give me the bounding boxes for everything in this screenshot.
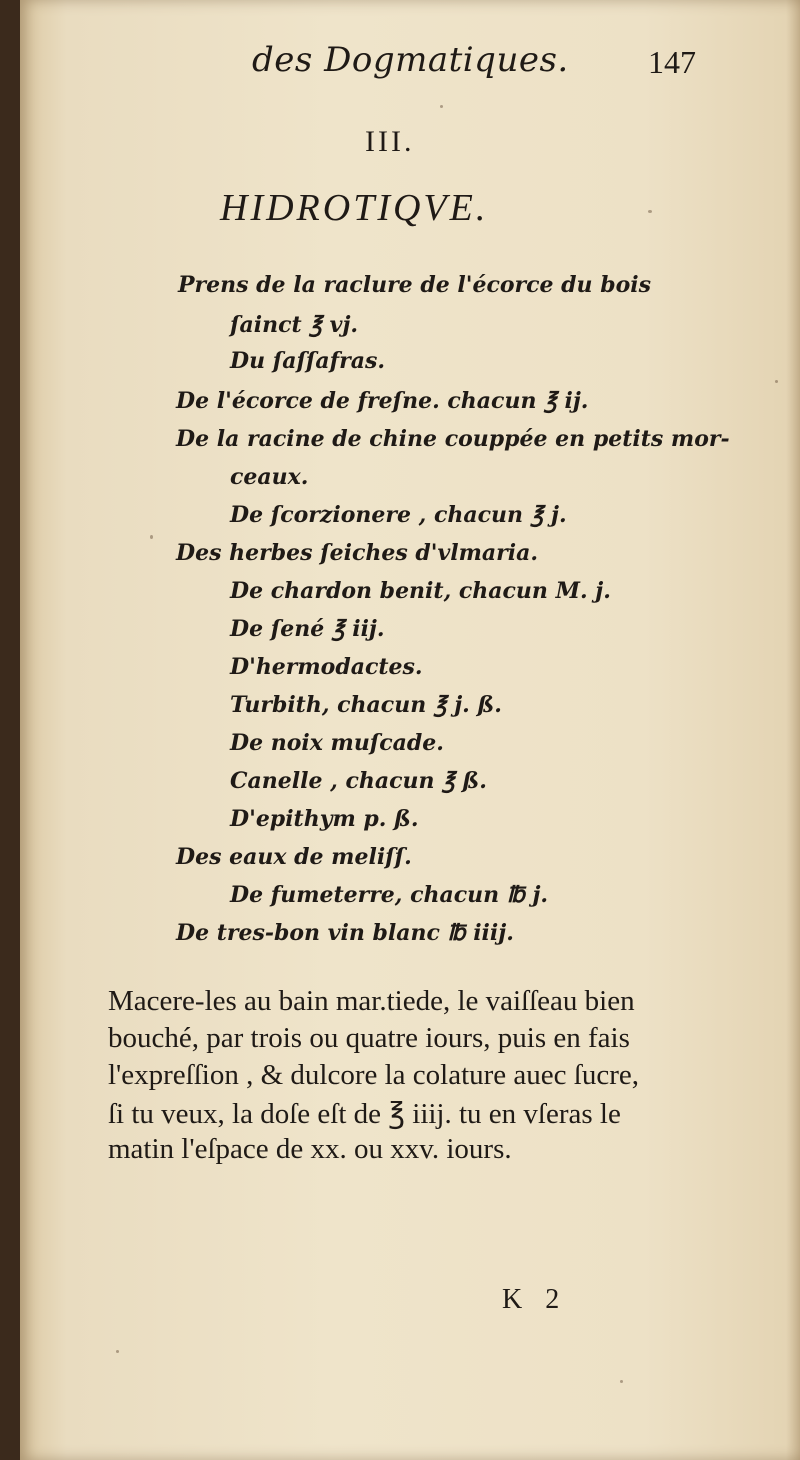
recipe-line: Prens de la raclure de l'écorce du bois (178, 272, 651, 298)
instructions-line: matin l'eſpace de xx. ou xxv. iours. (108, 1133, 512, 1165)
recipe-line: Du ſaſſafras. (230, 348, 385, 374)
recipe-line: De l'écorce de freſne. chacun ℥ ij. (176, 388, 589, 414)
instructions-line: l'expreſſion , & dulcore la colature auec ſucre, (108, 1059, 640, 1091)
recipe-line: ſainct ℥ vj. (230, 312, 359, 338)
paper-speck (150, 535, 153, 539)
recipe-line: Canelle , chacun ℥ ß. (230, 768, 487, 794)
recipe-line: De la racine de chine couppée en petits mor- (176, 426, 730, 452)
book-page (20, 0, 800, 1460)
paper-speck (116, 1350, 119, 1353)
instructions-line: bouché, par trois ou quatre iours, puis en fais (108, 1022, 630, 1054)
instructions-line: Macere-les au bain mar.tiede, le vaiſſeau bien (108, 985, 635, 1017)
recipe-line: Turbith, chacun ℥ j. ß. (230, 692, 502, 718)
recipe-line: D'hermodactes. (230, 654, 423, 680)
paper-speck (648, 210, 652, 213)
signature-mark: K 2 (502, 1284, 568, 1315)
recipe-line: Des eaux de meliſſ. (176, 844, 412, 870)
recipe-line: De fumeterre, chacun ℔ j. (230, 882, 549, 908)
instructions-line: ſi tu veux, la doſe eſt de ℥ iiij. tu en vſeras le (108, 1098, 621, 1130)
page-number: 147 (648, 44, 696, 80)
recipe-line: De ſené ℥ iij. (230, 616, 385, 642)
recipe-line: ceaux. (230, 464, 309, 490)
recipe-line: De tres-bon vin blanc ℔ iiij. (176, 920, 514, 946)
paper-speck (620, 1380, 623, 1383)
recipe-line: De noix muſcade. (230, 730, 444, 756)
paper-speck (775, 380, 778, 383)
recipe-line: De chardon benit, chacun M. j. (230, 578, 611, 604)
recipe-line: D'epithym p. ß. (230, 806, 419, 832)
recipe-line: De ſcorzionere , chacun ℥ j. (230, 502, 567, 528)
running-title: des Dogmatiques. (252, 40, 569, 80)
recipe-line: Des herbes ſeiches d'vlmaria. (176, 540, 539, 566)
section-title: HIDROTIQVE. (220, 187, 489, 229)
paper-speck (440, 105, 443, 108)
section-number: III. (365, 125, 415, 158)
